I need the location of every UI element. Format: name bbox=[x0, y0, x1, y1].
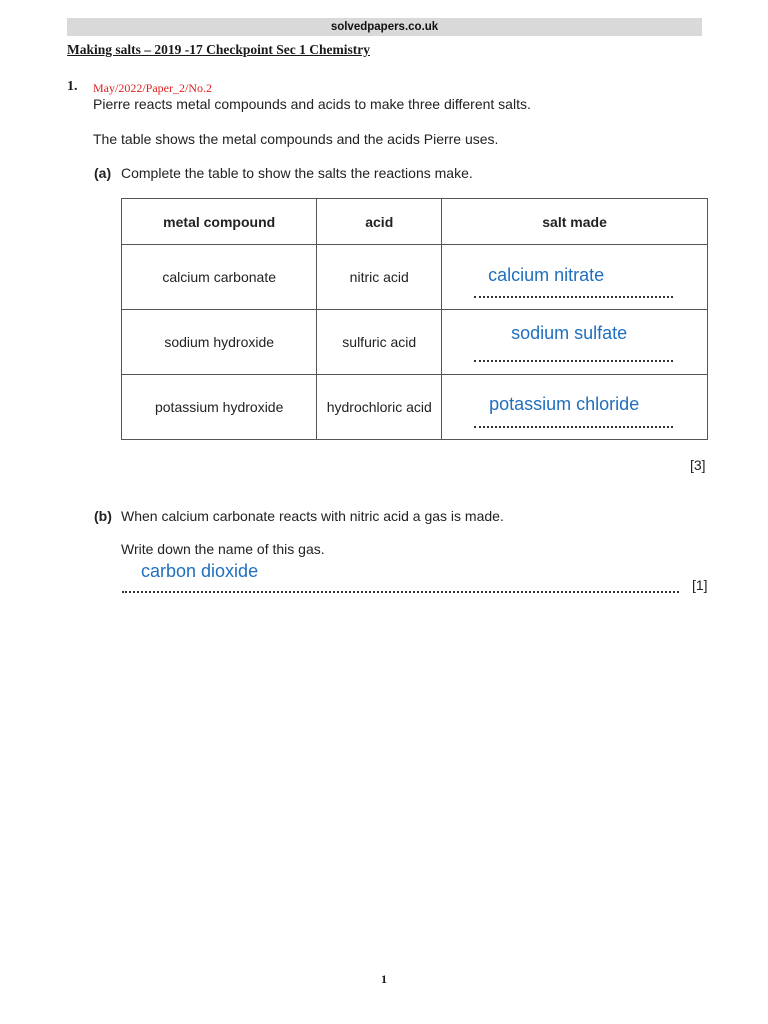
table-row bbox=[122, 375, 708, 440]
acid-cell: hydrochloric acid bbox=[317, 375, 442, 440]
table-row bbox=[122, 310, 708, 375]
page-title: Making salts – 2019 -17 Checkpoint Sec 1 Chemistry bbox=[67, 42, 370, 57]
page-number: 1 bbox=[381, 972, 387, 986]
part-b-label: (b) bbox=[94, 508, 112, 524]
metal-compound-cell: potassium hydroxide bbox=[122, 375, 317, 440]
question-source: May/2022/Paper_2/No.2 bbox=[93, 81, 212, 95]
answer-dotted-line bbox=[474, 360, 673, 362]
part-a-label: (a) bbox=[94, 165, 112, 181]
salts-table bbox=[121, 198, 708, 440]
answer-dotted-line bbox=[474, 426, 673, 428]
column-header: metal compound bbox=[122, 199, 317, 245]
gas-answer: carbon dioxide bbox=[141, 561, 259, 581]
metal-compound-cell: sodium hydroxide bbox=[122, 310, 317, 375]
answer-dotted-line bbox=[474, 296, 673, 298]
salt-answer-cell bbox=[442, 375, 708, 440]
part-b-marks: [1] bbox=[692, 577, 708, 593]
salt-answer-cell bbox=[442, 310, 708, 375]
salt-answer: calcium nitrate bbox=[488, 265, 605, 285]
table-row bbox=[122, 245, 708, 310]
part-a-marks: [3] bbox=[690, 457, 706, 473]
acid-cell: sulfuric acid bbox=[317, 310, 442, 375]
salt-answer: potassium chloride bbox=[489, 394, 640, 414]
acid-cell: nitric acid bbox=[317, 245, 442, 310]
table-header-row bbox=[122, 199, 708, 245]
part-b-text: When calcium carbonate reacts with nitric acid a gas is made. bbox=[121, 508, 504, 524]
part-b-prompt: Write down the name of this gas. bbox=[121, 541, 325, 557]
site-banner: solvedpapers.co.uk bbox=[67, 18, 702, 36]
metal-compound-cell: calcium carbonate bbox=[122, 245, 317, 310]
column-header: salt made bbox=[442, 199, 708, 245]
question-intro: Pierre reacts metal compounds and acids to make three different salts. bbox=[93, 96, 531, 112]
salt-answer: sodium sulfate bbox=[511, 323, 628, 343]
column-header: acid bbox=[317, 199, 442, 245]
question-number: 1. bbox=[67, 79, 78, 94]
salt-answer-cell bbox=[442, 245, 708, 310]
part-a-text: Complete the table to show the salts the reactions make. bbox=[121, 165, 473, 181]
question-intro-2: The table shows the metal compounds and the acids Pierre uses. bbox=[93, 131, 499, 147]
answer-dotted-line bbox=[122, 591, 679, 593]
